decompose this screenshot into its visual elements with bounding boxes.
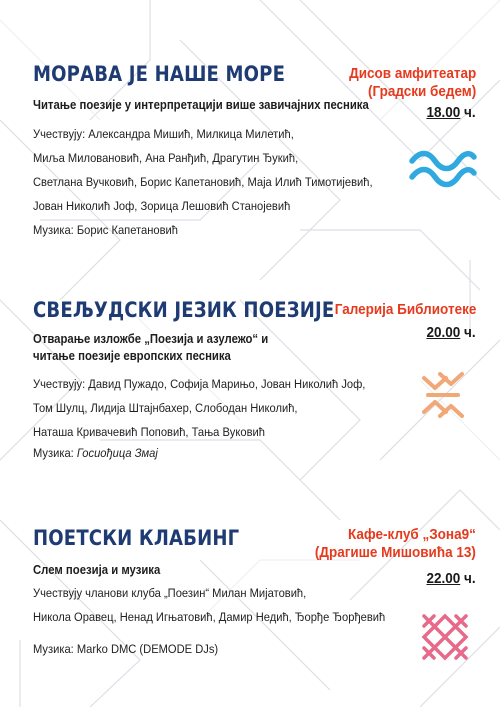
participants-line: Учествују: Александра Мишић, Милкица Милетић, (33, 127, 294, 141)
venue-line: Галерија Библиотеке (334, 301, 476, 318)
time-suffix: ч. (460, 104, 476, 121)
waves-icon (408, 148, 478, 188)
music-value: Госиођица Змај (76, 446, 158, 460)
participants-line: Јован Николић Јоф, Зорица Лешовић Станојевић (33, 199, 291, 213)
time-suffix: ч. (460, 324, 476, 341)
participants-line: Миља Миловановић, Ана Ранђић, Драгутин Ђукић, (33, 151, 299, 165)
event-subtitle: Слем поезија и музика (33, 563, 161, 577)
event-title: СВЕЉУДСКИ ЈЕЗИК ПОЕЗИЈЕ (33, 298, 335, 322)
venue (315, 526, 476, 562)
music-line (33, 642, 218, 656)
participants-line: Светлана Вучковић, Борис Капетановић, Маја Илић Тимотијевић, (33, 175, 373, 189)
venue (349, 65, 476, 101)
event-klabing (0, 526, 500, 676)
event-sveljudski (0, 298, 500, 468)
event-title: ПОЕТСКИ КЛАБИНГ (33, 526, 240, 550)
time-value: 18.00 (426, 104, 461, 121)
venue-line: (Градски бедем) (367, 83, 476, 100)
venue-line: Дисов амфитеатар (348, 65, 476, 82)
venue-line: Кафе-клуб „Зона9“ (348, 526, 476, 543)
event-subtitle: Читање поезије у интерпретацији више завичајних песника (33, 98, 369, 112)
participants-line: Учествују: Давид Пужадо, Софија Марињо, Јован Николић Јоф, (33, 377, 366, 391)
subtitle-line: читање поезије европских песника (33, 349, 231, 363)
event-subtitle (33, 331, 268, 365)
music-label: Музика: (33, 223, 77, 237)
time-value: 20.00 (426, 324, 461, 341)
time-value: 22.00 (426, 570, 461, 587)
music-value: Борис Капетановић (76, 223, 178, 237)
music-label: Музика: (33, 446, 77, 460)
music-line (33, 223, 178, 237)
participants-line: Учествују чланови клуба „Поезин“ Милан Мијатовић, (33, 586, 307, 600)
participants-line: Том Шулц, Лидија Штајнбахер, Слободан Николић, (33, 401, 298, 415)
event-time (427, 324, 476, 341)
venue (334, 301, 476, 319)
music-value: Marko DMC (DEMODE DJs) (76, 642, 219, 656)
event-title: МОРАВА ЈЕ НАШЕ МОРЕ (33, 62, 286, 86)
time-suffix: ч. (460, 570, 476, 587)
subtitle-line: Отварање изложбе „Поезија и азулежо“ и (33, 332, 269, 346)
music-line (33, 446, 158, 460)
lattice-icon (420, 612, 470, 662)
participants-line: Никола Оравец, Ненад Игњатовић, Дамир Недић, Ђорђе Ђорђевић (33, 610, 386, 624)
venue-line: (Драгише Мишовића 13) (315, 544, 476, 561)
participants-line: Наташа Кривачевић Поповић, Тања Вуковић (33, 425, 265, 439)
event-time (427, 570, 476, 587)
music-label: Музика: (33, 642, 77, 656)
event-time (427, 104, 476, 121)
cross-chevrons-icon (418, 370, 468, 420)
event-morava (0, 62, 500, 262)
